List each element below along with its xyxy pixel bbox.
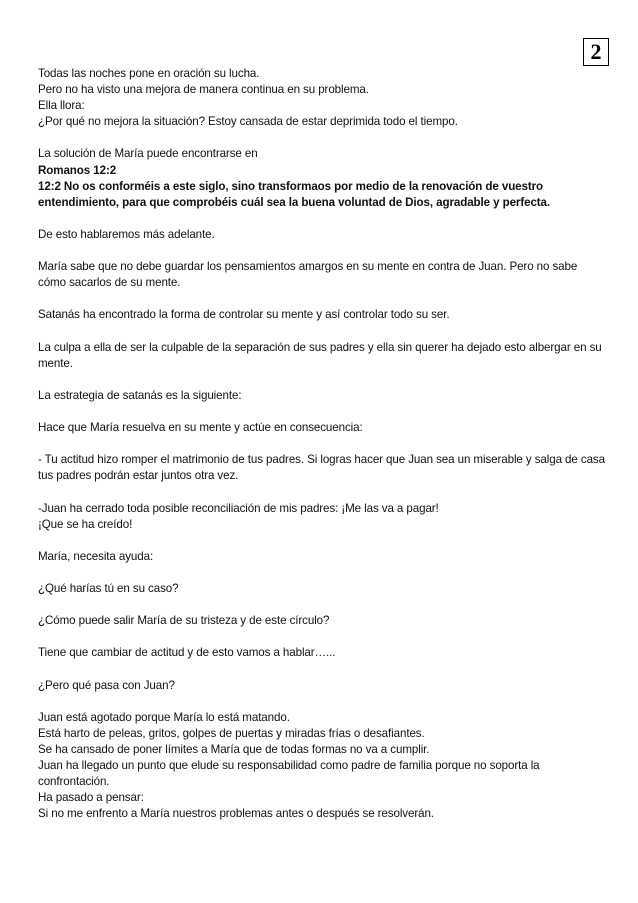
text-line: ¿Qué harías tú en su caso? <box>38 582 179 595</box>
paragraph <box>38 340 606 372</box>
paragraph <box>38 388 606 404</box>
text-line: ¡Que se ha creído! <box>38 517 133 531</box>
text-line: Todas las noches pone en oración su lucha. <box>38 67 260 80</box>
text-line: Hace que María resuelva en su mente y actúe en consecuencia: <box>38 421 363 435</box>
text-line: Ha pasado a pensar: <box>38 791 144 805</box>
paragraph <box>38 645 606 661</box>
paragraph <box>38 66 606 130</box>
text-line: Satanás ha encontrado la forma de controlar su mente y así controlar todo su ser. <box>38 308 450 322</box>
paragraph <box>38 678 606 694</box>
paragraph <box>38 227 606 243</box>
paragraph <box>38 710 606 823</box>
text-line: La solución de María puede encontrarse en <box>38 147 258 161</box>
paragraph <box>38 452 606 484</box>
text-line: Está harto de peleas, gritos, golpes de puertas y miradas frías o desafiantes. <box>38 726 425 740</box>
text-line: ¿Cómo puede salir María de su tristeza y de este círculo? <box>38 614 330 628</box>
paragraph <box>38 307 606 323</box>
text-line: -Juan ha cerrado toda posible reconciliación de mis padres: ¡Me las va a pagar! <box>38 501 439 515</box>
text-line: María, necesita ayuda: <box>38 549 154 563</box>
text-line: María sabe que no debe guardar los pensamientos amargos en su mente en contra de Juan. Pero no sabe cómo sacarlos de su mente. <box>38 260 578 290</box>
paragraph <box>38 259 606 291</box>
text-line: Si no me enfrento a María nuestros problemas antes o después se resolverán. <box>38 807 434 821</box>
text-line: De esto hablaremos más adelante. <box>38 227 215 241</box>
text-line: ¿Pero qué pasa con Juan? <box>38 678 175 692</box>
text-line: - Tu actitud hizo romper el matrimonio de tus padres. Si logras hacer que Juan sea un miserable y salga de casa tus padres podrán estar juntos otra vez. <box>38 453 605 483</box>
paragraph <box>38 146 606 210</box>
text-line: Pero no ha visto una mejora de manera continua en su problema. <box>38 83 369 97</box>
document-body <box>38 66 606 839</box>
paragraph <box>38 613 606 629</box>
bible-reference: Romanos 12:2 <box>38 163 117 177</box>
paragraph <box>38 501 606 533</box>
text-line: ¿Por qué no mejora la situación? Estoy cansada de estar deprimida todo el tiempo. <box>38 115 458 129</box>
text-line: Tiene que cambiar de actitud y de esto vamos a hablar…... <box>38 646 336 660</box>
paragraph <box>38 581 606 597</box>
text-line: Juan está agotado porque María lo está matando. <box>38 710 290 724</box>
bible-verse: 12:2 No os conforméis a este siglo, sino transformaos por medio de la renovación de vuestro entendimiento, para que comprobéis cuál sea la buena voluntad de Dios, agradable y perfecta. <box>38 179 551 209</box>
text-line: Se ha cansado de poner límites a María que de todas formas no va a cumplir. <box>38 742 430 756</box>
paragraph <box>38 549 606 565</box>
page-number-box: 2 <box>583 38 609 66</box>
paragraph <box>38 420 606 436</box>
text-line: La culpa a ella de ser la culpable de la separación de sus padres y ella sin querer ha dejado esto albergar en su mente. <box>38 340 602 370</box>
text-line: Juan ha llegado un punto que elude su responsabilidad como padre de familia porque no soporta la confrontación. <box>38 759 540 789</box>
text-line: Ella llora: <box>38 99 85 113</box>
text-line: La estrategia de satanás es la siguiente: <box>38 388 242 402</box>
